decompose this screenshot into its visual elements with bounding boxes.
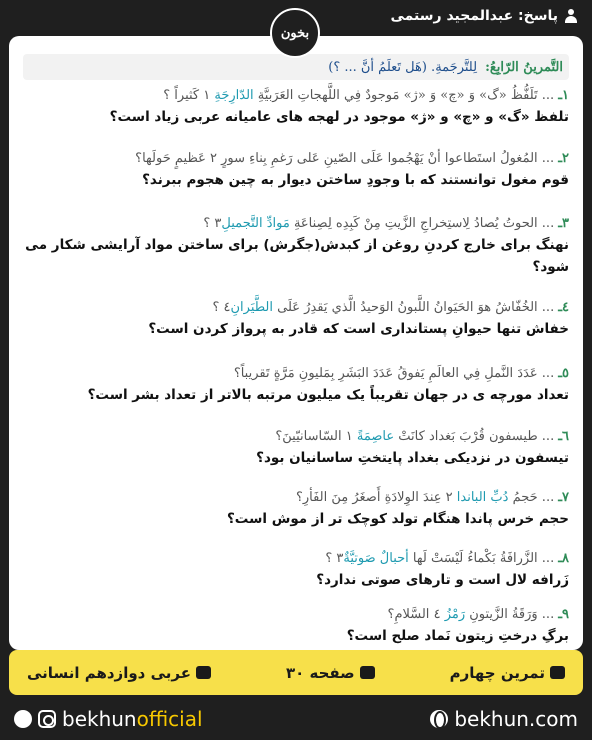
persian-translation: نهنگ برای خارج کردنِ روغن از کبدش(جگرش) برای ساختن مواد آرایشی شکار می شود؟ bbox=[25, 237, 569, 275]
persian-translation: برگِ درختِ زیتون نَماد صلح است؟ bbox=[346, 628, 569, 644]
exercise-item bbox=[23, 86, 569, 128]
telegram-icon bbox=[14, 710, 32, 728]
user-icon bbox=[550, 666, 565, 679]
exercise-item bbox=[23, 149, 569, 191]
arabic-sentence: ٢ـ... المُغولُ استَطاعوا أنْ يَهْجُموا عَلَى الصّينِ عَلى رَغمِ بِناءِ سورٍ ٢ عَظيمٍ حَولَها؟ bbox=[135, 151, 569, 166]
social-handle[interactable]: bekhunofficial bbox=[14, 707, 203, 731]
arabic-sentence: ٨ـ... الزَّرافَةُ بَكْماءُ لَيْسَتْ لَها أحبالٌ صَوتيَّةٌ٣ ؟ bbox=[325, 551, 569, 566]
exercise-item bbox=[23, 549, 569, 591]
persian-translation: تیسفون در نزدیکی بغداد پایتختِ ساسانیان بود؟ bbox=[256, 450, 569, 466]
exercise-label: تمرین چهارم bbox=[450, 664, 565, 682]
arabic-sentence: ٥ـ... عَدَدَ النَّملِ فِي العالَمِ يَفوقُ عَدَدَ البَشَرِ بِمَليونِ مَرَّةٍ تَقريباً؟ bbox=[233, 366, 569, 381]
brand-logo: بخون bbox=[270, 8, 320, 58]
persian-translation: زَرافه لال است و تارهای صوتی ندارد؟ bbox=[316, 572, 569, 588]
user-icon bbox=[564, 9, 578, 23]
persian-translation: حجم خرس پاندا هنگام تولد کوچک تر از موش است؟ bbox=[226, 511, 569, 527]
exercise-item bbox=[23, 298, 569, 340]
persian-translation: قوم مغول توانستند که با وجودِ ساختن دیوار به چین هجوم ببرند؟ bbox=[142, 172, 569, 188]
footer bbox=[0, 697, 592, 740]
website-link[interactable]: bekhun.com bbox=[430, 707, 578, 731]
exercise-item bbox=[23, 605, 569, 647]
exercise-card bbox=[9, 36, 583, 650]
arabic-sentence: ٤ـ... الخُفّاشُ هوَ الحَيَوانُ اللَّبونُ الوَحيدُ الَّذي يَقدِرُ عَلَى الطَّيَرانِ٤ ؟ bbox=[212, 300, 569, 315]
book-icon bbox=[360, 666, 375, 679]
book-label: عربی دوازدهم انسانی bbox=[27, 664, 211, 682]
persian-translation: خفاش تنها حیوانِ پستانداری است که قادر به پرواز کردن است؟ bbox=[148, 321, 569, 337]
author-label bbox=[390, 8, 578, 24]
author-text: پاسخ: عبدالمجید رستمی bbox=[390, 8, 558, 24]
globe-icon bbox=[430, 710, 448, 728]
exercise-item bbox=[23, 427, 569, 469]
exercise-item bbox=[23, 488, 569, 530]
arabic-sentence: ٧ـ... حَجمُ دُبِّ الباندا ٢ عِندَ الوِلادَةِ أَصغَرُ مِنَ الفَأرِ؟ bbox=[295, 490, 569, 505]
exercise-item bbox=[23, 214, 569, 278]
exercise-item bbox=[23, 364, 569, 406]
persian-translation: تلفظ «گ» و «چ» و «ژ» موجود در لهجه های عامیانه عربی زیاد است؟ bbox=[109, 109, 569, 125]
page-label: صفحه ۳۰ bbox=[286, 664, 375, 682]
instagram-icon bbox=[38, 710, 56, 728]
arabic-sentence: ١ـ... تَلَفُّظُ «گ» وَ «چ» وَ «ژ» مَوجودٌ فِي اللَّهجاتِ العَرَبيَّةِ الدّارِجَةِ ١ كَثيراً ؟ bbox=[163, 88, 569, 103]
exercise-question: لِلتَّرجَمةِ. (هَل تَعلَمُ أنَّ ... ؟) bbox=[328, 59, 478, 75]
arabic-sentence: ٣ـ... الحوتُ يُصادُ لِاستِخراجِ الزَّيتِ مِنْ كَبِدِه لِصِناعَةِ مَوادِّ التَّجميلِ٣ ؟ bbox=[203, 216, 569, 231]
graduation-cap-icon bbox=[196, 666, 211, 679]
persian-translation: تعداد مورچه ی در جهان تقریباً یک میلیون مرتبه بالاتر از تعداد بشر است؟ bbox=[87, 387, 569, 403]
exercise-title: التَّمرينُ الرّابِعُ: bbox=[485, 59, 563, 75]
arabic-sentence: ٦ـ... طيسفون قُرْبَ بَغداد كانَتْ عاصِمَةً ١ السّاسانيّينَ؟ bbox=[275, 429, 569, 444]
arabic-sentence: ٩ـ... وَرَقَةُ الزَّيتونِ رَمْزُ ٤ السَّلامِ؟ bbox=[387, 607, 569, 622]
info-bar bbox=[9, 650, 583, 695]
